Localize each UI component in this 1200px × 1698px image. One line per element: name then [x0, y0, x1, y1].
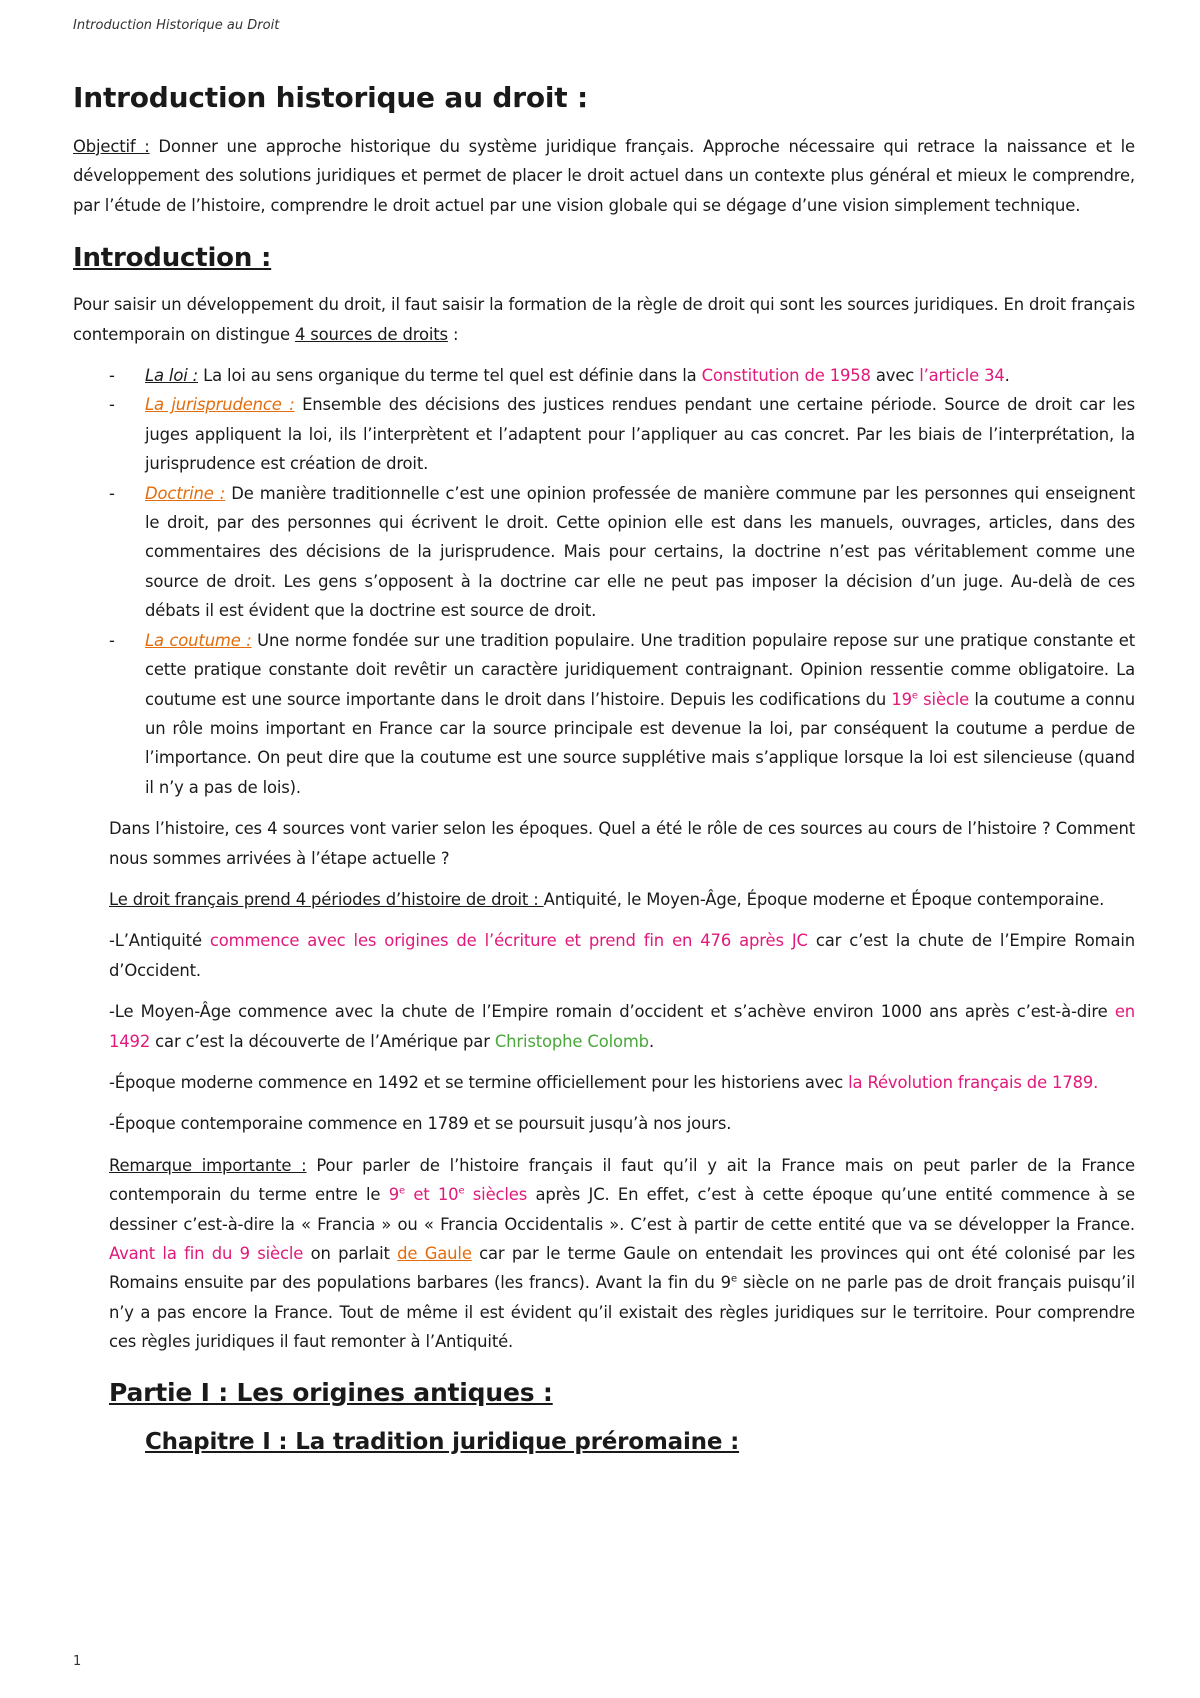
remarque-label: Remarque importante : — [109, 1155, 307, 1175]
siecle-10-sup: e — [458, 1185, 465, 1197]
intro-text-end: : — [447, 324, 459, 344]
antiquite-text-2: car c’est la chute de l’Empire Romain d’Occident. — [109, 931, 1135, 980]
chapter-1-heading: Chapitre I : La tradition juridique préromaine : — [145, 1428, 740, 1455]
document-title: Introduction historique au droit : — [73, 81, 588, 114]
siecle-19-highlight — [891, 690, 969, 709]
remarque-text: Pour parler de l’histoire français il faut qu’il y ait la France mais on peut parler de la France contemporain du terme entre le — [109, 1155, 1135, 1205]
list-item-loi — [145, 361, 1135, 390]
histoire-paragraph: Dans l’histoire, ces 4 sources vont varier selon les époques. Quel a été le rôle de ces sources au cours de l’histoire ? Comment nous sommes arrivées à l’étape actuelle ? — [109, 819, 1135, 868]
coutume-label: La coutume : — [145, 630, 252, 650]
siecles-word: siècles — [464, 1185, 528, 1205]
loi-text-2: avec — [870, 366, 920, 386]
remarque-text-4: car par le terme Gaule on entendait les provinces qui ont été colonisé par les Romains ensuite par des populations barbares (les francs). Avant la fin du 9 — [109, 1244, 1136, 1293]
introduction-heading: Introduction : — [73, 243, 272, 274]
loi-text-3: . — [1004, 366, 1010, 386]
remarque-text-3: on parlait — [303, 1244, 398, 1263]
siecle-10: et 10 — [404, 1185, 459, 1205]
objectif-label: Objectif : — [73, 137, 150, 156]
remarque-paragraph — [109, 1151, 1135, 1357]
jurisprudence-label: La jurisprudence : — [145, 395, 295, 415]
moyen-age-text-3: . — [648, 1031, 654, 1051]
siecle-9-sup-2: e — [730, 1273, 737, 1285]
moyen-age-paragraph — [109, 997, 1135, 1056]
intro-paragraph — [73, 290, 1135, 349]
article-highlight: l’article 34 — [919, 366, 1005, 386]
moderne-text: -Époque moderne commence en 1492 et se termine officiellement pour les historiens avec — [109, 1072, 849, 1092]
moyen-age-highlight: en 1492 — [109, 1002, 1135, 1051]
siecle-9: 9 — [388, 1185, 399, 1205]
remarque-text-2: après JC. En effet, c’est à cette époque qu’une entité commence à se dessiner c’est-à-dire la « Francia » ou « Francia Occidentalis ». C’est à partir de cette entité que va se développer la France. — [109, 1185, 1135, 1234]
siecles-highlight — [389, 1185, 527, 1204]
list-item-doctrine — [145, 479, 1135, 626]
revolution-highlight: la Révolution français de 1789. — [848, 1072, 1099, 1092]
list-item-jurisprudence — [145, 390, 1135, 478]
document-body — [73, 78, 1135, 1459]
page-number: 1 — [73, 1654, 82, 1669]
running-header: Introduction Historique au Droit — [73, 18, 280, 33]
loi-text: La loi au sens organique du terme tel quel est définie dans la — [198, 366, 702, 386]
objectif-paragraph — [73, 132, 1135, 220]
siecle-19-sup: e — [911, 690, 918, 702]
avant-fin-highlight: Avant la fin du 9 siècle — [109, 1244, 304, 1263]
siecle-9-sup: e — [398, 1185, 405, 1197]
doctrine-label: Doctrine : — [145, 483, 226, 503]
colomb-highlight: Christophe Colomb — [494, 1031, 649, 1051]
periods-label: Le droit français prend 4 périodes d’histoire de droit : — [109, 889, 544, 909]
coutume-text-2: la coutume a connu un rôle moins important en France car la source principale est devenue la loi, par conséquent la coutume a perdue de l’importance. On peut dire que la coutume est une source supplétive mais s’applique lorsque la loi est silencieuse (quand il n’y a pas de lois). — [145, 689, 1135, 797]
moyen-age-text: -Le Moyen-Âge commence avec la chute de l’Empire romain d’occident et s’achève environ 1000 ans après c’est-à-dire — [109, 1002, 1115, 1022]
coutume-text: Une norme fondée sur une tradition populaire. Une tradition populaire repose sur une pratique constante et cette pratique constante doit revêtir un caractère juridiquement contraignant. Opinion ressentie comme obligatoire. La coutume est une source importante dans le droit dans l’histoire. Depuis les codifications du — [145, 630, 1135, 709]
intro-text: Pour saisir un développement du droit, il faut saisir la formation de la règle de droit qui sont les sources juridiques. En droit français contemporain on distingue — [73, 295, 1135, 344]
jurisprudence-text: Ensemble des décisions des justices rendues pendant une certaine période. Source de droit car les juges appliquent la loi, ils l’interprètent et l’adaptent pour l’appliquer au cas concret. Par les biais de l’interprétation, la jurisprudence est création de droit. — [145, 395, 1135, 474]
moderne-paragraph — [109, 1068, 1135, 1097]
antiquite-paragraph — [109, 926, 1135, 985]
moyen-age-text-2: car c’est la découverte de l’Amérique par — [150, 1031, 495, 1051]
periods-text: Antiquité, le Moyen-Âge, Époque moderne et Époque contemporaine. — [543, 889, 1105, 909]
contemporaine-paragraph: -Époque contemporaine commence en 1789 et se poursuit jusqu’à nos jours. — [109, 1114, 732, 1134]
list-item-coutume — [145, 626, 1135, 802]
antiquite-text: -L’Antiquité — [109, 931, 210, 951]
siecle-19-word: siècle — [917, 689, 970, 709]
siecle-19-number: 19 — [891, 689, 912, 709]
objectif-text: Donner une approche historique du système juridique français. Approche nécessaire qui retrace la naissance et le développement des solutions juridiques et permet de placer le droit actuel dans un contexte plus général et mieux le comprendre, par l’étude de l’histoire, comprendre le droit actuel par une vision globale qui se dégage d’une vision simplement technique. — [73, 137, 1135, 215]
periods-paragraph — [109, 885, 1135, 914]
sources-list — [73, 361, 1135, 802]
antiquite-highlight: commence avec les origines de l’écriture et prend fin en 476 après JC — [209, 931, 808, 951]
gaule-highlight: de Gaule — [397, 1244, 472, 1263]
loi-label: La loi : — [145, 366, 199, 386]
intro-underlined-sources: 4 sources de droits — [294, 324, 448, 344]
part-1-heading: Partie I : Les origines antiques : — [109, 1377, 553, 1407]
constitution-highlight: Constitution de 1958 — [701, 366, 871, 386]
remarque-text-5: siècle on ne parle pas de droit français puisqu’il n’y a pas encore la France. Tout de même il est évident qu’il existait des règles juridiques sur le territoire. Pour comprendre ces règles juridiques il faut remonter à l’Antiquité. — [109, 1273, 1135, 1352]
doctrine-text: De manière traditionnelle c’est une opinion professée de manière commune par les personnes qui enseignent le droit, par des personnes qui écrivent le droit. Cette opinion elle est dans les manuels, ouvrages, articles, dans des commentaires des décisions de la jurisprudence. Mais pour certains, la doctrine n’est pas véritablement comme une source de droit. Les gens s’opposent à la doctrine car elle ne peut pas imposer la décision d’un juge. Au-delà de ces débats il est évident que la doctrine est source de droit. — [145, 483, 1135, 621]
